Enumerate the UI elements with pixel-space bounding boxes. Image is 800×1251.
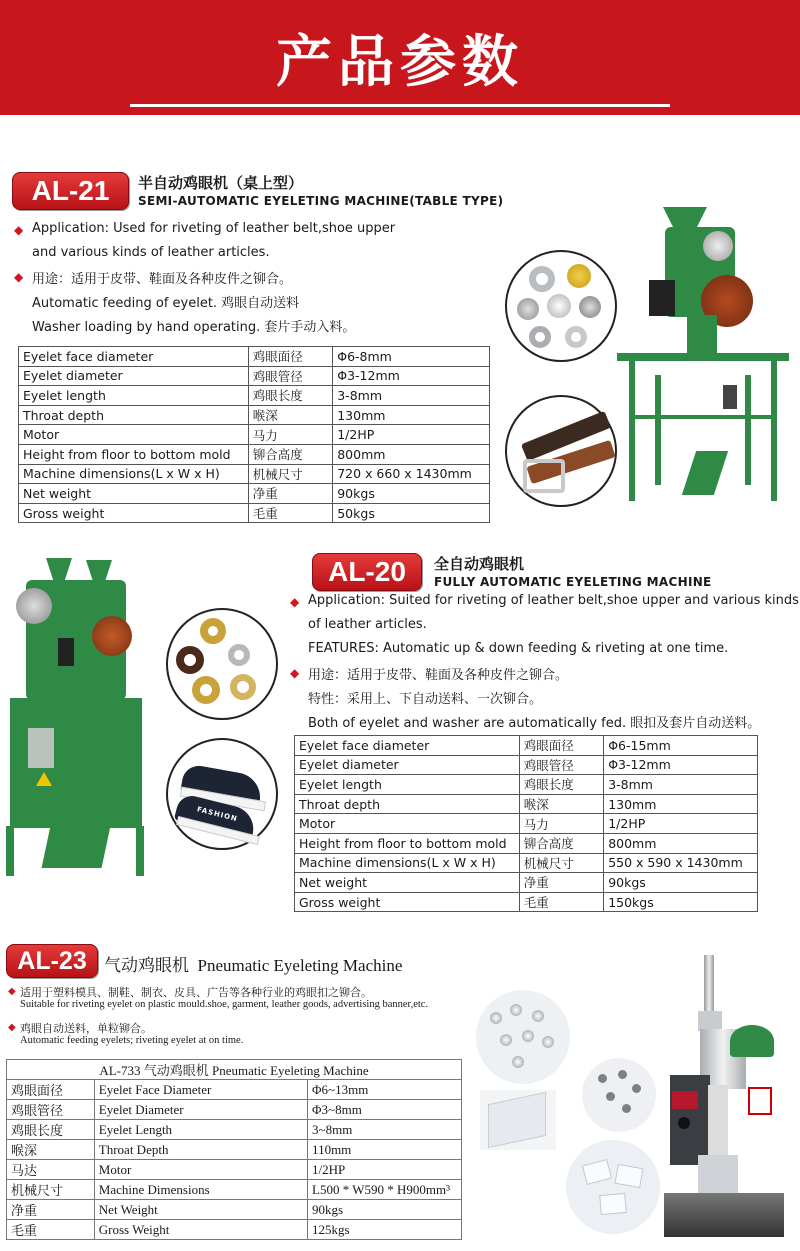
al23-title-zh: 气动鸡眼机 — [104, 956, 189, 975]
eyelet-icon — [228, 644, 250, 666]
al23-table-caption: AL-733 气动鸡眼机 Pneumatic Eyeleting Machine — [7, 1060, 462, 1080]
switch-panel — [28, 728, 54, 768]
spec-cell: Net weight — [295, 873, 520, 893]
spec-cell: Gross Weight — [94, 1220, 307, 1240]
spec-row — [19, 347, 490, 367]
spec-row — [7, 1220, 462, 1240]
spec-cell: Eyelet face diameter — [295, 736, 520, 756]
spec-cell: 鸡眼管径 — [7, 1100, 95, 1120]
eyelet-icon — [567, 264, 591, 288]
eyelet-icon — [618, 1070, 627, 1079]
eyelet-icon — [529, 266, 555, 292]
al20-title-zh: 全自动鸡眼机 — [434, 555, 525, 573]
cylinder-cap — [698, 1011, 722, 1031]
spec-cell: 机械尺寸 — [519, 853, 603, 873]
spec-row — [19, 425, 490, 445]
spec-cell: Eyelet length — [19, 386, 249, 406]
bullet-icon: ◆ — [14, 270, 24, 284]
hopper — [46, 558, 72, 582]
spec-cell: 毛重 — [248, 503, 333, 523]
flywheel — [703, 231, 733, 261]
spec-cell: 800mm — [604, 833, 758, 853]
spec-cell: Net weight — [19, 484, 249, 504]
spec-cell: Machine dimensions(L x W x H) — [295, 853, 520, 873]
hopper — [663, 207, 707, 229]
spec-cell: 鸡眼长度 — [248, 386, 333, 406]
spec-cell: 机械尺寸 — [7, 1180, 95, 1200]
control-box — [58, 638, 74, 666]
spec-cell: 1/2HP — [604, 814, 758, 834]
rivet-icon — [547, 294, 571, 318]
spec-cell: 720 x 660 x 1430mm — [333, 464, 490, 484]
al20-line: FEATURES: Automatic up & down feeding & riveting at one time. — [308, 641, 729, 656]
spec-cell: 550 x 590 x 1430mm — [604, 853, 758, 873]
eyelet-icon — [598, 1074, 607, 1083]
spec-cell: 鸡眼长度 — [519, 775, 603, 795]
table-leg — [771, 361, 777, 501]
spec-cell: 鸡眼长度 — [7, 1120, 95, 1140]
spec-row — [19, 464, 490, 484]
spec-row — [19, 444, 490, 464]
eyelet-icon — [522, 1030, 534, 1042]
spec-cell: 马力 — [519, 814, 603, 834]
spec-row — [7, 1200, 462, 1220]
al23-title-en: Pneumatic Eyeleting Machine — [197, 956, 403, 975]
plastic-eyelets-image — [476, 990, 570, 1084]
spec-cell: 800mm — [333, 444, 490, 464]
eyelet-icon — [532, 1010, 544, 1022]
foot-pedal — [682, 451, 728, 495]
machine-arm — [708, 1085, 728, 1165]
spec-cell: 喉深 — [248, 405, 333, 425]
spec-cell: Eyelet face diameter — [19, 347, 249, 367]
spec-cell: Machine dimensions(L x W x H) — [19, 464, 249, 484]
spec-cell: 机械尺寸 — [248, 464, 333, 484]
eyelet-icon — [500, 1034, 512, 1046]
metal-eyelets-image — [582, 1058, 656, 1132]
bullet-icon: ◆ — [8, 1022, 16, 1033]
al21-line: Application: Used for riveting of leather belt,shoe upper — [32, 221, 396, 236]
table-top — [617, 353, 789, 361]
al23-line: Suitable for riveting eyelet on plastic mould.shoe, garment, leather goods, advertising banner,etc. — [20, 999, 429, 1010]
model-badge-al20: AL-20 — [312, 553, 422, 591]
al20-machine-image — [6, 558, 156, 878]
al20-title-en: FULLY AUTOMATIC EYELETING MACHINE — [434, 575, 712, 589]
eyelet-icon — [510, 1004, 522, 1016]
flywheel — [16, 588, 52, 624]
plastic-clips-image — [566, 1140, 660, 1234]
spec-row — [7, 1160, 462, 1180]
spec-cell: 3~8mm — [308, 1120, 462, 1140]
spec-cell: L500 * W590 * H900mm³ — [308, 1180, 462, 1200]
spec-row — [295, 853, 758, 873]
green-hopper — [730, 1025, 774, 1057]
spec-row — [295, 794, 758, 814]
machine-body — [687, 315, 717, 355]
plastic-part — [488, 1092, 546, 1148]
bullet-icon: ◆ — [290, 666, 300, 680]
eyelet-icon — [606, 1092, 615, 1101]
spec-cell: 鸡眼面径 — [7, 1080, 95, 1100]
eyelet-icon — [622, 1104, 631, 1113]
spec-row — [295, 873, 758, 893]
plastic-clip — [582, 1159, 612, 1185]
al21-title-en: SEMI-AUTOMATIC EYELETING MACHINE(TABLE TYPE) — [138, 194, 504, 208]
spec-cell: 马力 — [248, 425, 333, 445]
al21-line: Automatic feeding of eyelet. 鸡眼自动送料 — [32, 296, 300, 311]
spec-cell: 50kgs — [333, 503, 490, 523]
al20-line: Both of eyelet and washer are automatically fed. 眼扣及套片自动送料。 — [308, 716, 761, 731]
banner-underline — [130, 104, 670, 107]
spec-cell: Φ3-12mm — [604, 755, 758, 775]
plastic-clip — [614, 1164, 643, 1188]
al20-line: 用途：适用于皮带、鞋面及各种皮件之铆合。 — [308, 668, 569, 683]
spec-cell: Net Weight — [94, 1200, 307, 1220]
spec-row — [19, 366, 490, 386]
spec-cell: 1/2HP — [333, 425, 490, 445]
spec-cell: 喉深 — [519, 794, 603, 814]
machine-leg — [6, 826, 14, 876]
al21-line: 用途：适用于皮带、鞋面及各种皮件之铆合。 — [32, 272, 293, 287]
al20-line: Application: Suited for riveting of leather belt,shoe upper and various kinds — [308, 593, 799, 608]
eyelet-icon — [176, 646, 204, 674]
spec-cell: Φ6-8mm — [333, 347, 490, 367]
spec-cell: Throat depth — [295, 794, 520, 814]
spec-cell: Φ3-12mm — [333, 366, 490, 386]
spec-cell: 铆合高度 — [519, 833, 603, 853]
spec-cell: 110mm — [308, 1140, 462, 1160]
spec-cell: 130mm — [604, 794, 758, 814]
control-box — [649, 280, 675, 316]
al23-machine-image — [664, 955, 796, 1245]
spec-cell: Gross weight — [19, 503, 249, 523]
spec-row — [7, 1180, 462, 1200]
eyelet-icon — [529, 326, 551, 348]
rivet-icon — [579, 296, 601, 318]
spec-cell: Throat Depth — [94, 1140, 307, 1160]
model-badge-al21: AL-21 — [12, 172, 129, 210]
spec-cell: 鸡眼管径 — [519, 755, 603, 775]
sneaker-image — [166, 738, 278, 850]
spec-cell: Φ6~13mm — [308, 1080, 462, 1100]
eyelet-parts-image — [505, 250, 617, 362]
page-title: 产品参数 — [276, 30, 524, 95]
al21-line: Washer loading by hand operating. 套片手动入料。 — [32, 320, 356, 335]
eyelet-icon — [200, 618, 226, 644]
eyelet-icon — [632, 1084, 641, 1093]
spec-row — [295, 755, 758, 775]
switch-box — [723, 385, 737, 409]
spec-cell: 鸡眼管径 — [248, 366, 333, 386]
spec-cell: 鸡眼面径 — [519, 736, 603, 756]
knob-icon — [678, 1117, 690, 1129]
spec-cell: Motor — [94, 1160, 307, 1180]
eyelet-icon — [490, 1012, 502, 1024]
spec-cell: 90kgs — [333, 484, 490, 504]
spec-cell: 3-8mm — [604, 775, 758, 795]
al23-line: 适用于塑料模具、制鞋、制衣、皮具、广告等各种行业的鸡眼扣之铆合。 — [20, 986, 372, 999]
bullet-icon: ◆ — [8, 986, 16, 997]
table-leg — [745, 375, 751, 485]
spec-cell: Height from floor to bottom mold — [19, 444, 249, 464]
spec-row — [295, 833, 758, 853]
machine-base — [664, 1193, 784, 1237]
spec-cell: 毛重 — [7, 1220, 95, 1240]
spec-cell: Motor — [19, 425, 249, 445]
spec-cell: 1/2HP — [308, 1160, 462, 1180]
eyelet-icon — [565, 326, 587, 348]
spec-row — [19, 503, 490, 523]
spec-cell: 3-8mm — [333, 386, 490, 406]
spec-row — [295, 736, 758, 756]
spec-cell: 喉深 — [7, 1140, 95, 1160]
sneaker-label: FASHION — [196, 805, 239, 824]
spec-row — [295, 814, 758, 834]
spec-row — [295, 892, 758, 912]
lower-mold — [698, 1155, 738, 1195]
air-cylinder-rod — [704, 955, 714, 1015]
bullet-icon: ◆ — [290, 595, 300, 609]
spec-cell: 铆合高度 — [248, 444, 333, 464]
spec-cell: Height from floor to bottom mold — [295, 833, 520, 853]
al23-spec-table — [6, 1059, 462, 1240]
warning-sticker-icon — [748, 1087, 772, 1115]
al21-line: and various kinds of leather articles. — [32, 245, 270, 260]
table-brace — [629, 415, 777, 419]
spec-cell: 净重 — [7, 1200, 95, 1220]
machine-frame — [670, 1075, 710, 1165]
eyelet-icon — [542, 1036, 554, 1048]
spec-cell: 90kgs — [604, 873, 758, 893]
belt-buckle-icon — [523, 459, 565, 493]
spec-cell: Eyelet diameter — [19, 366, 249, 386]
motor-wheel — [92, 616, 132, 656]
spec-row — [7, 1100, 462, 1120]
spec-row — [7, 1120, 462, 1140]
al23-line: Automatic feeding eyelets; riveting eyelet at on time. — [20, 1035, 244, 1046]
al21-spec-table — [18, 346, 490, 523]
spec-cell: 净重 — [519, 873, 603, 893]
model-badge-al23: AL-23 — [6, 944, 98, 978]
machine-leg — [136, 826, 144, 876]
foot-pedal — [42, 826, 111, 868]
eyelet-icon — [512, 1056, 524, 1068]
table-leg — [629, 361, 635, 501]
eyelets-image — [166, 608, 278, 720]
al23-line: 鸡眼自动送料，单粒铆合。 — [20, 1022, 152, 1035]
spec-cell: 90kgs — [308, 1200, 462, 1220]
spec-cell: 130mm — [333, 405, 490, 425]
spec-cell: Eyelet Length — [94, 1120, 307, 1140]
spec-cell: 鸡眼面径 — [248, 347, 333, 367]
belt-image — [505, 395, 617, 507]
warning-icon — [36, 772, 52, 786]
spec-row — [295, 775, 758, 795]
spec-cell: 150kgs — [604, 892, 758, 912]
al21-machine-image — [615, 205, 795, 535]
spec-cell: Eyelet length — [295, 775, 520, 795]
spec-row — [19, 405, 490, 425]
eyelet-icon — [230, 674, 256, 700]
spec-cell: Motor — [295, 814, 520, 834]
al21-title-zh: 半自动鸡眼机（桌上型） — [138, 174, 304, 192]
spec-row — [7, 1140, 462, 1160]
al20-spec-table — [294, 735, 758, 912]
spec-row — [19, 386, 490, 406]
spec-cell: Φ6-15mm — [604, 736, 758, 756]
eyelet-icon — [192, 676, 220, 704]
al20-line: 特性：采用上、下自动送料、一次铆合。 — [308, 692, 543, 707]
plastic-clip — [599, 1193, 627, 1215]
plastic-part-image — [480, 1090, 556, 1150]
bullet-icon: ◆ — [14, 223, 24, 237]
spec-cell: Eyelet Face Diameter — [94, 1080, 307, 1100]
table-leg — [655, 375, 661, 485]
spec-cell: 毛重 — [519, 892, 603, 912]
spec-cell: Gross weight — [295, 892, 520, 912]
al23-title — [104, 951, 402, 976]
spec-cell: Eyelet Diameter — [94, 1100, 307, 1120]
spec-row — [7, 1080, 462, 1100]
spec-cell: 马达 — [7, 1160, 95, 1180]
rivet-icon — [517, 298, 539, 320]
spec-cell: Eyelet diameter — [295, 755, 520, 775]
spec-cell: 净重 — [248, 484, 333, 504]
display-panel — [672, 1091, 698, 1109]
spec-cell: Machine Dimensions — [94, 1180, 307, 1200]
al20-line: of leather articles. — [308, 617, 427, 632]
spec-row — [19, 484, 490, 504]
spec-cell: Throat depth — [19, 405, 249, 425]
spec-cell: Φ3~8mm — [308, 1100, 462, 1120]
spec-cell: 125kgs — [308, 1220, 462, 1240]
